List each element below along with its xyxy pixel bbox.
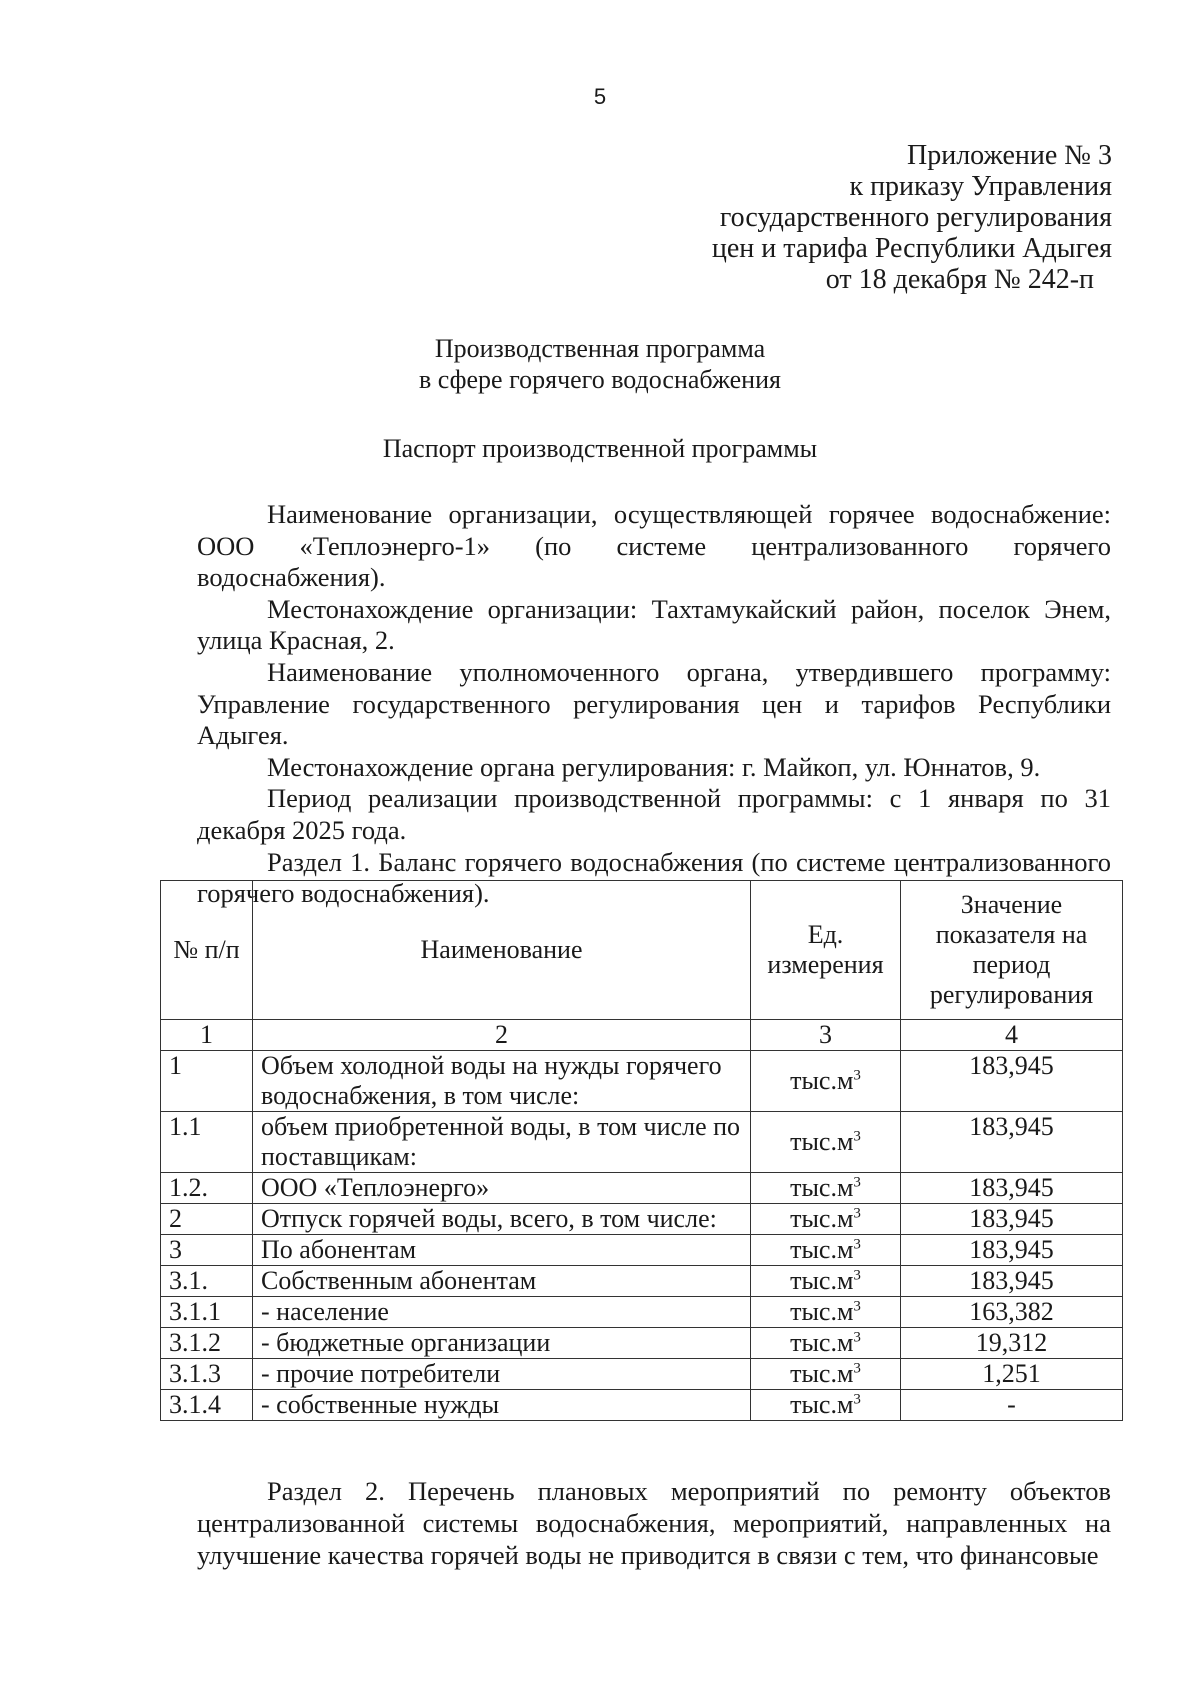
column-number-row [161,1020,1123,1051]
table-row [161,1297,1123,1328]
row-unit [751,1328,901,1359]
annex-line-2: к приказу Управления [849,171,1112,202]
row-number: 3 [161,1235,253,1266]
row-number: 3.1.2 [161,1328,253,1359]
row-value: 183,945 [901,1173,1123,1204]
unit-exponent: 3 [853,1391,861,1408]
unit-exponent: 3 [853,1067,861,1084]
row-name: - собственные нужды [253,1390,751,1421]
unit-exponent: 3 [853,1128,861,1145]
unit-base: тыс.м [790,1359,854,1388]
unit-exponent: 3 [853,1298,861,1315]
row-value: 183,945 [901,1266,1123,1297]
row-unit [751,1235,901,1266]
row-number: 2 [161,1204,253,1235]
unit-base: тыс.м [790,1173,854,1202]
row-name: - население [253,1297,751,1328]
row-number: 3.1.3 [161,1359,253,1390]
row-unit [751,1112,901,1173]
paragraph-organization: Наименование организации, осуществляющей горячее водоснабжение: ООО «Теплоэнерго-1» (по системе централизованного горячего водоснабжения). [197,499,1111,593]
unit-base: тыс.м [790,1390,854,1419]
paragraph-period: Период реализации производственной программы: с 1 января по 31 декабря 2025 года. [197,783,1111,845]
unit-base: тыс.м [790,1127,854,1156]
row-value: 183,945 [901,1112,1123,1173]
unit-base: тыс.м [790,1066,854,1095]
page-number: 5 [593,84,607,109]
header-num: № п/п [161,881,253,1020]
row-name: Отпуск горячей воды, всего, в том числе: [253,1204,751,1235]
paragraph-section-2: Раздел 2. Перечень плановых мероприятий по ремонту объектов централизованной системы водоснабжения, мероприятий, направленных на улучшение качества горячей воды не приводится в связи с тем, что финансовые [197,1476,1111,1570]
unit-exponent: 3 [853,1236,861,1253]
unit-exponent: 3 [853,1174,861,1191]
column-number: 2 [253,1020,751,1051]
row-unit [751,1359,901,1390]
unit-base: тыс.м [790,1297,854,1326]
row-number: 3.1.1 [161,1297,253,1328]
section-2-text [197,1475,1111,1571]
table-row [161,1173,1123,1204]
paragraph-authority-location: Местонахождение органа регулирования: г. Майкоп, ул. Юннатов, 9. [267,751,1041,782]
annex-line-3: государственного регулирования [719,202,1112,233]
header-value: Значение показателя на период регулирования [901,881,1123,1020]
row-name: - бюджетные организации [253,1328,751,1359]
row-name: Собственным абонентам [253,1266,751,1297]
title-line-1: Производственная программа [434,334,766,363]
row-number: 1.2. [161,1173,253,1204]
row-name: - прочие потребители [253,1359,751,1390]
document-title [0,333,1200,395]
row-unit [751,1173,901,1204]
row-number: 3.1.4 [161,1390,253,1421]
annex-line-4: цен и тарифа Республики Адыгея [711,233,1112,264]
row-value: 183,945 [901,1235,1123,1266]
header-name: Наименование [253,881,751,1020]
row-value: 163,382 [901,1297,1123,1328]
header-unit: Ед. измерения [751,881,901,1020]
row-value: - [901,1390,1123,1421]
row-value: 183,945 [901,1051,1123,1112]
balance-table [160,880,1123,1421]
table-row [161,1359,1123,1390]
row-number: 3.1. [161,1266,253,1297]
table-row [161,1266,1123,1297]
annex-line-5: от 18 декабря № 242-п [825,264,1094,295]
unit-exponent: 3 [853,1267,861,1284]
column-number: 1 [161,1020,253,1051]
unit-base: тыс.м [790,1204,854,1233]
paragraph-authority: Наименование уполномоченного органа, утвердившего программу: Управление государственного регулирования цен и тарифов Республики Адыгея. [197,656,1111,751]
paragraph-location: Местонахождение организации: Тахтамукайский район, поселок Энем, улица Красная, 2. [197,593,1111,656]
table-row [161,1051,1123,1112]
table-row [161,1204,1123,1235]
unit-exponent: 3 [853,1360,861,1377]
row-name: ООО «Теплоэнерго» [253,1173,751,1204]
annex-block [712,140,1112,295]
table-row [161,1112,1123,1173]
row-unit [751,1051,901,1112]
unit-base: тыс.м [790,1266,854,1295]
unit-exponent: 3 [853,1329,861,1346]
row-unit [751,1266,901,1297]
unit-exponent: 3 [853,1205,861,1222]
title-line-2: в сфере горячего водоснабжения [419,365,781,394]
row-name: По абонентам [253,1235,751,1266]
unit-base: тыс.м [790,1328,854,1357]
paragraph-section-1: Раздел 1. Баланс горячего водоснабжения (по системе централизованного горячего водоснабжения). [197,846,1111,909]
row-value: 19,312 [901,1328,1123,1359]
row-value: 183,945 [901,1204,1123,1235]
table-row [161,1328,1123,1359]
row-value: 1,251 [901,1359,1123,1390]
row-name: объем приобретенной воды, в том числе по поставщикам: [253,1112,751,1173]
column-number: 4 [901,1020,1123,1051]
passport-title: Паспорт производственной программы [382,434,818,463]
column-number: 3 [751,1020,901,1051]
passport-body [197,499,1111,910]
annex-line-1: Приложение № 3 [907,140,1112,171]
row-number: 1.1 [161,1112,253,1173]
row-unit [751,1297,901,1328]
row-name: Объем холодной воды на нужды горячего водоснабжения, в том числе: [253,1051,751,1112]
table-row [161,1390,1123,1421]
table-header-row [161,881,1123,1020]
unit-base: тыс.м [790,1235,854,1264]
row-number: 1 [161,1051,253,1112]
row-unit [751,1390,901,1421]
row-unit [751,1204,901,1235]
table-row [161,1235,1123,1266]
table-body [161,1051,1123,1421]
